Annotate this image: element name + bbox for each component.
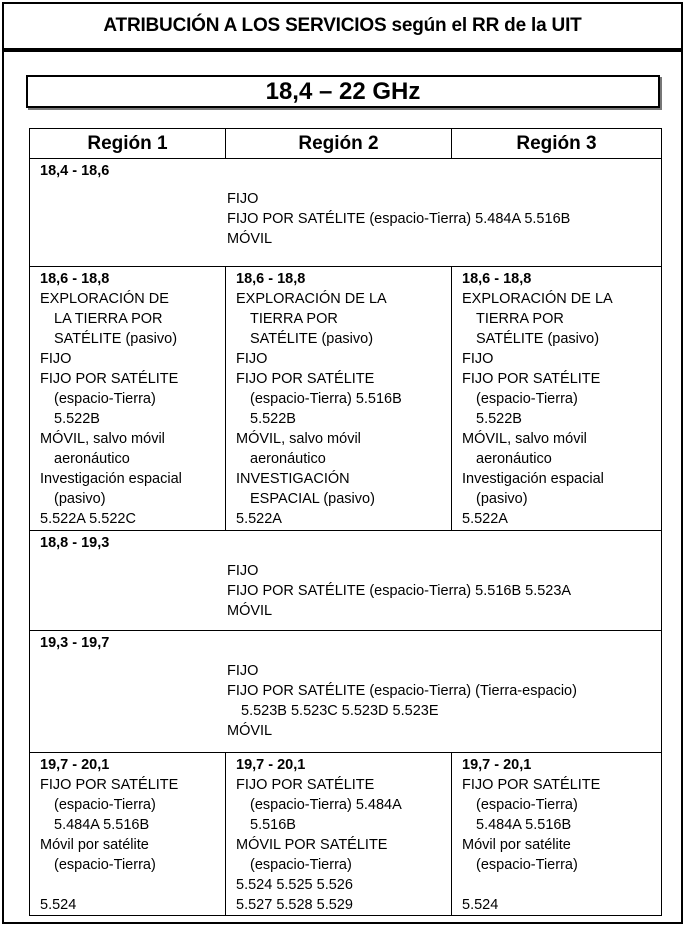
service-line: aeronáutico xyxy=(476,451,552,467)
allocation-row xyxy=(30,753,662,916)
service-line: Móvil por satélite xyxy=(40,837,149,853)
service-line: (espacio-Tierra) xyxy=(250,857,352,873)
service-line: FIJO xyxy=(227,191,259,207)
region-1-cell xyxy=(30,753,226,916)
service-line: TIERRA POR xyxy=(250,311,338,327)
service-line: FIJO xyxy=(236,351,268,367)
service-line: TIERRA POR xyxy=(476,311,564,327)
band-range-label: 19,7 - 20,1 xyxy=(40,757,110,773)
allocation-row xyxy=(30,267,662,531)
service-line: 5.522B xyxy=(54,411,100,427)
service-line: FIJO POR SATÉLITE xyxy=(236,777,375,793)
service-line: FIJO POR SATÉLITE xyxy=(236,371,375,387)
service-line: FIJO xyxy=(227,563,259,579)
service-line: aeronáutico xyxy=(54,451,130,467)
band-range-label: 18,6 - 18,8 xyxy=(462,271,532,287)
allocation-row xyxy=(30,631,662,753)
service-line: (espacio-Tierra) xyxy=(476,797,578,813)
service-line: FIJO xyxy=(40,351,72,367)
service-line: EXPLORACIÓN DE LA xyxy=(236,291,387,307)
service-line: MÓVIL xyxy=(227,723,273,739)
service-line: LA TIERRA POR xyxy=(54,311,163,327)
service-line: 5.527 5.528 5.529 xyxy=(236,897,353,913)
service-line: 5.522A xyxy=(236,511,282,527)
service-line: (espacio-Tierra) 5.516B xyxy=(250,391,402,407)
band-range-label: 19,7 - 20,1 xyxy=(236,757,306,773)
service-line: SATÉLITE (pasivo) xyxy=(476,331,600,347)
service-line: (pasivo) xyxy=(476,491,528,507)
service-line: aeronáutico xyxy=(250,451,326,467)
service-line: SATÉLITE (pasivo) xyxy=(54,331,178,347)
service-line: Móvil por satélite xyxy=(462,837,571,853)
service-line: 5.524 5.525 5.526 xyxy=(236,877,353,893)
service-line: 5.522A xyxy=(462,511,508,527)
region-1-cell xyxy=(30,267,226,531)
service-line: FIJO POR SATÉLITE xyxy=(462,777,601,793)
service-line xyxy=(40,875,225,895)
service-line: (espacio-Tierra) xyxy=(54,797,156,813)
column-header-region-3: Región 3 xyxy=(452,129,662,159)
allocation-row xyxy=(30,531,662,631)
region-3-cell xyxy=(452,267,662,531)
band-range-label: 18,6 - 18,8 xyxy=(236,271,306,287)
table-header-row xyxy=(30,129,662,159)
service-line: 5.523B 5.523C 5.523D 5.523E xyxy=(241,703,439,719)
page-title: ATRIBUCIÓN A LOS SERVICIOS según el RR de la UIT xyxy=(4,4,681,52)
service-line: MÓVIL xyxy=(227,603,273,619)
service-line: 5.522B xyxy=(250,411,296,427)
column-header-region-1: Región 1 xyxy=(30,129,226,159)
service-line: MÓVIL, salvo móvil xyxy=(40,431,165,447)
service-line: EXPLORACIÓN DE xyxy=(40,291,169,307)
service-line: FIJO POR SATÉLITE (espacio-Tierra) 5.516B 5.523A xyxy=(227,583,572,599)
band-range-label: 19,7 - 20,1 xyxy=(462,757,532,773)
band-range-label: 18,4 - 18,6 xyxy=(40,163,110,179)
service-line: FIJO xyxy=(462,351,494,367)
service-line: INVESTIGACIÓN xyxy=(236,471,350,487)
service-line: MÓVIL POR SATÉLITE xyxy=(236,837,388,853)
service-line: EXPLORACIÓN DE LA xyxy=(462,291,613,307)
service-line: (espacio-Tierra) xyxy=(476,857,578,873)
band-range-label: 18,8 - 19,3 xyxy=(40,535,110,551)
service-line: SATÉLITE (pasivo) xyxy=(250,331,374,347)
service-line: Investigación espacial xyxy=(40,471,182,487)
service-line: Investigación espacial xyxy=(462,471,604,487)
region-3-cell xyxy=(452,753,662,916)
service-line: FIJO POR SATÉLITE (espacio-Tierra) (Tierra-espacio) xyxy=(227,683,577,699)
service-line: FIJO POR SATÉLITE xyxy=(40,777,179,793)
merged-allocation-cell xyxy=(30,531,662,631)
frequency-band-title: 18,4 – 22 GHz xyxy=(26,75,660,108)
service-line: 5.524 xyxy=(40,897,77,913)
service-line: FIJO xyxy=(227,663,259,679)
service-line: FIJO POR SATÉLITE xyxy=(40,371,179,387)
band-range-label: 18,6 - 18,8 xyxy=(40,271,110,287)
service-line: FIJO POR SATÉLITE xyxy=(462,371,601,387)
service-line: (espacio-Tierra) xyxy=(54,391,156,407)
service-line: ESPACIAL (pasivo) xyxy=(250,491,375,507)
region-2-cell xyxy=(226,753,452,916)
merged-allocation-cell xyxy=(30,159,662,267)
service-line: (espacio-Tierra) xyxy=(476,391,578,407)
service-line: MÓVIL xyxy=(227,231,273,247)
merged-allocation-cell xyxy=(30,631,662,753)
service-line: 5.522B xyxy=(476,411,522,427)
service-line xyxy=(462,875,661,895)
service-line: 5.484A 5.516B xyxy=(476,817,572,833)
service-line: FIJO POR SATÉLITE (espacio-Tierra) 5.484A 5.516B xyxy=(227,211,571,227)
service-line: 5.522A 5.522C xyxy=(40,511,136,527)
service-line: (espacio-Tierra) xyxy=(54,857,156,873)
allocation-row xyxy=(30,159,662,267)
service-line: 5.516B xyxy=(250,817,296,833)
region-2-cell xyxy=(226,267,452,531)
service-line: MÓVIL, salvo móvil xyxy=(462,431,587,447)
service-line: (espacio-Tierra) 5.484A xyxy=(250,797,402,813)
service-line: 5.524 xyxy=(462,897,499,913)
service-line: 5.484A 5.516B xyxy=(54,817,150,833)
band-range-label: 19,3 - 19,7 xyxy=(40,635,110,651)
allocation-table xyxy=(29,128,662,916)
service-line: (pasivo) xyxy=(54,491,106,507)
service-line: MÓVIL, salvo móvil xyxy=(236,431,361,447)
column-header-region-2: Región 2 xyxy=(226,129,452,159)
